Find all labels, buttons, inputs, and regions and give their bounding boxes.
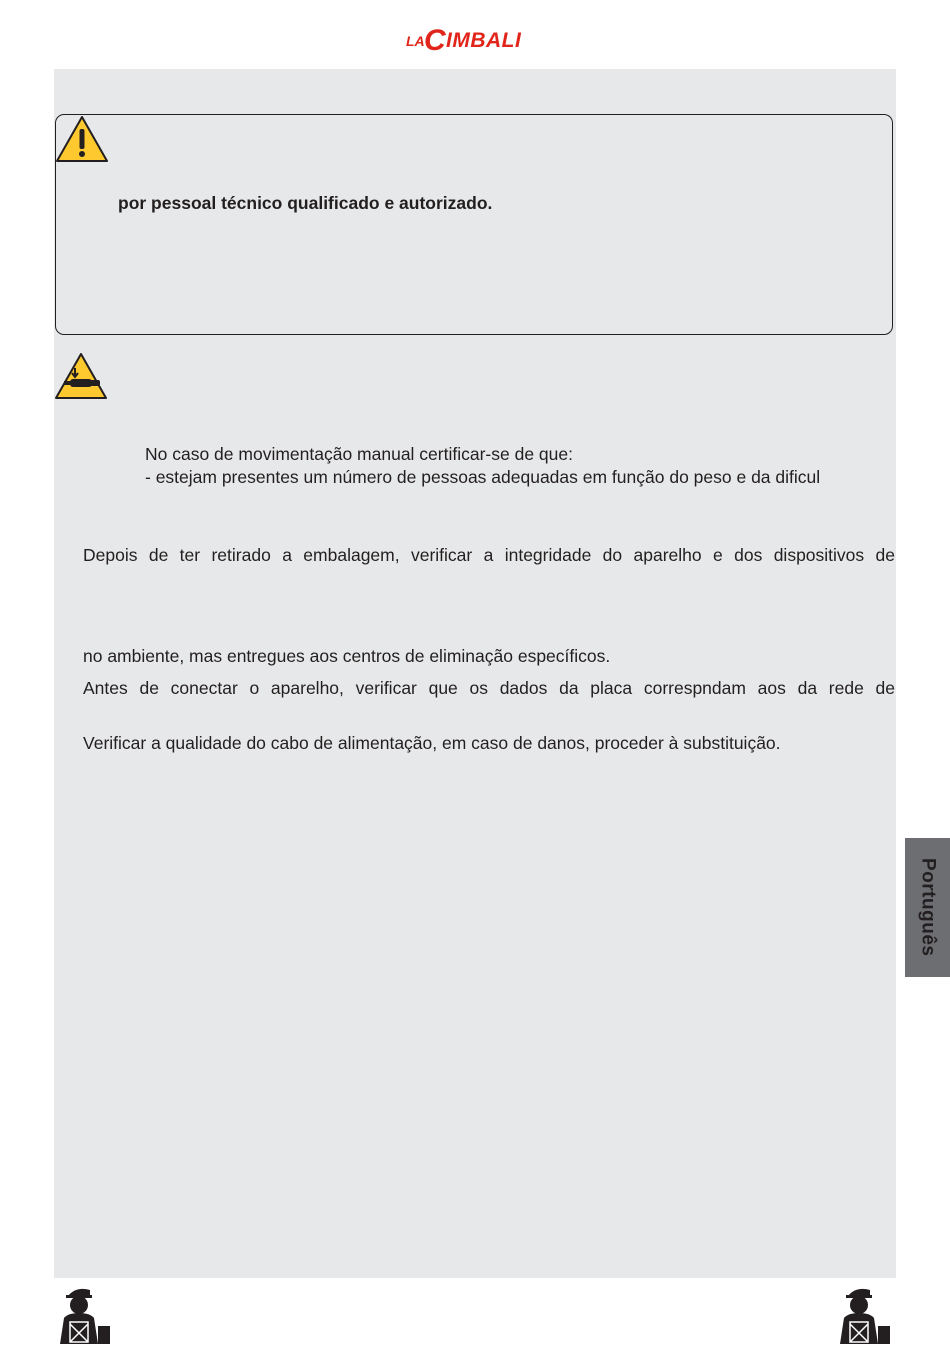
technician-icon <box>54 1286 116 1346</box>
warning-text: por pessoal técnico qualificado e autorizado. <box>118 193 493 213</box>
warning-exclamation-icon <box>55 115 109 163</box>
hand-crush-warning-icon <box>54 352 108 400</box>
paragraph-packaging: Depois de ter retirado a embalagem, verificar a integridade do aparelho e dos dispositivos de <box>83 545 895 565</box>
language-tab-label: Português <box>917 858 939 957</box>
paragraph-connection: Antes de conectar o aparelho, verificar que os dados da placa correspndam aos da rede de <box>83 678 895 698</box>
handling-line-2: - estejam presentes um número de pessoas adequadas em função do peso e da dificul <box>145 467 821 487</box>
paragraph-cable: Verificar a qualidade do cabo de alimentação, em caso de danos, proceder à substituição. <box>83 733 781 753</box>
technician-icon <box>834 1286 896 1346</box>
warning-box <box>55 114 893 335</box>
svg-text:C: C <box>424 24 446 54</box>
lacimbali-logo <box>404 22 546 54</box>
svg-text:LA: LA <box>406 33 425 49</box>
paragraph-disposal: no ambiente, mas entregues aos centros de eliminação específicos. <box>83 646 611 666</box>
handling-line-1: No caso de movimentação manual certificar-se de que: <box>145 444 573 464</box>
language-tab[interactable] <box>905 838 950 977</box>
svg-text:IMBALI: IMBALI <box>446 29 522 52</box>
